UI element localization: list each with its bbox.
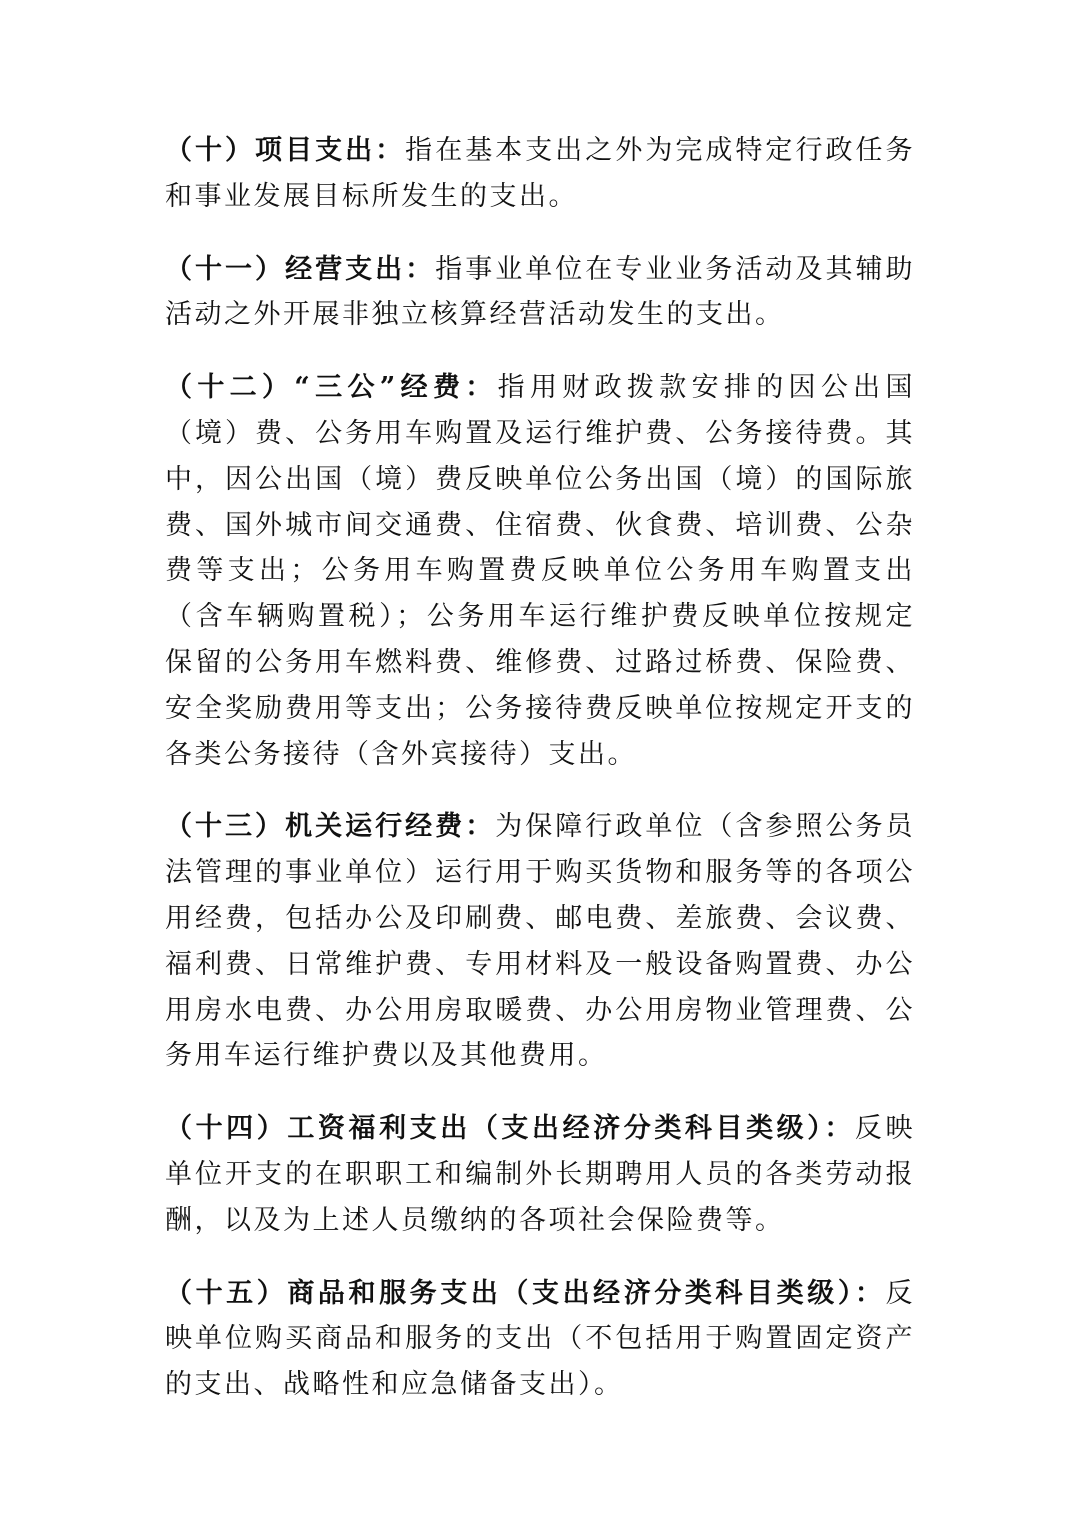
paragraph-project-expenditure [165, 128, 915, 220]
term-label: （十二）“三公”经费： [165, 372, 498, 404]
document-page [165, 128, 915, 1435]
paragraph-goods-services [165, 1271, 915, 1408]
term-label: （十）项目支出： [165, 135, 406, 166]
paragraph-agency-operating-funds [165, 804, 915, 1079]
definition-text: 反映单位开支的在职职工和编制外长期聘用人员的各类劳动报酬，以及为上述人员缴纳的各项社会保险费等。 [165, 1113, 916, 1236]
paragraph-operating-expenditure [165, 247, 915, 339]
definition-text: 指事业单位在专业业务活动及其辅助活动之外开展非独立核算经营活动发生的支出。 [165, 253, 915, 331]
term-label: （十一）经营支出： [165, 253, 436, 285]
definition-text: 反映单位购买商品和服务的支出（不包括用于购置固定资产的支出、战略性和应急储备支出）。 [165, 1277, 915, 1401]
definition-text: 指用财政拨款安排的因公出国（境）费、公务用车购置及运行维护费、公务接待费。其中，因公出国（境）费反映单位公务出国（境）的国际旅费、国外城市间交通费、住宿费、伙食费、培训费、公杂费等支出；公务用车购置费反映单位公务用车购置支出（含车辆购置税）；公务用车运行维护费反映单位按规定保留的公务用车燃料费、维修费、过路过桥费、保险费、安全奖励费用等支出；公务接待费反映单位按规定开支的各类公务接待（含外宾接待）支出。 [165, 372, 916, 770]
term-label: （十五）商品和服务支出（支出经济分类科目类级）： [165, 1277, 886, 1309]
term-label: （十四）工资福利支出（支出经济分类科目类级）： [165, 1113, 855, 1145]
definition-text: 为保障行政单位（含参照公务员法管理的事业单位）运行用于购买货物和服务等的各项公用经费，包括办公及印刷费、邮电费、差旅费、会议费、福利费、日常维护费、专用材料及一般设备购置费、办公用房水电费、办公用房取暖费、办公用房物业管理费、公务用车运行维护费以及其他费用。 [165, 811, 916, 1072]
definition-text: 指在基本支出之外为完成特定行政任务和事业发展目标所发生的支出。 [165, 135, 916, 212]
paragraph-three-public-expenses [165, 365, 915, 777]
paragraph-wages-welfare [165, 1106, 915, 1243]
term-label: （十三）机关运行经费： [165, 811, 496, 843]
